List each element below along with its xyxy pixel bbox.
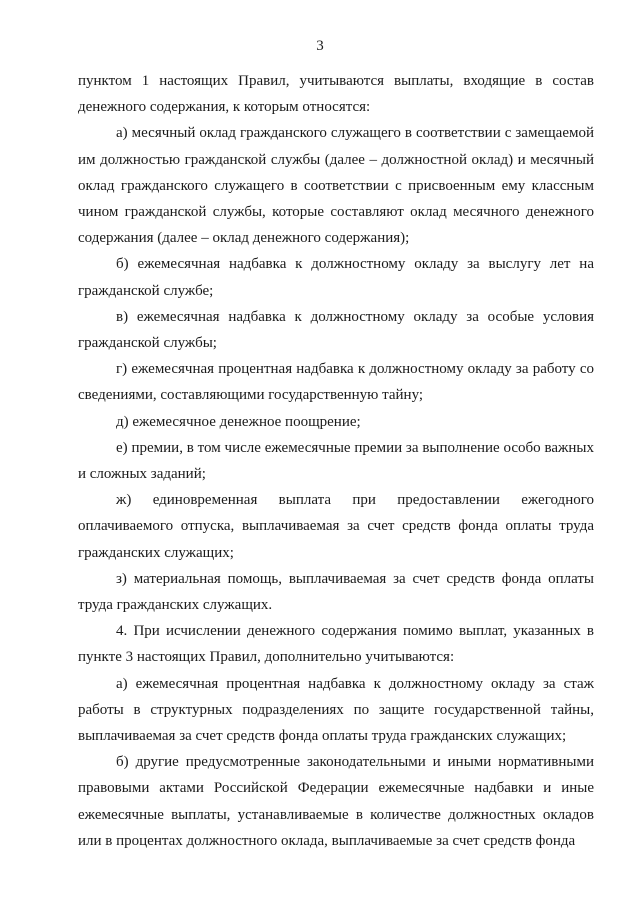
- paragraph: а) ежемесячная процентная надбавка к должностному окладу за стаж работы в структурных подразделениях по защите государственной тайны, выплачиваемая за счет средств фонда оплаты труда гражданских служащих;: [78, 675, 594, 745]
- paragraph: в) ежемесячная надбавка к должностному окладу за особые условия гражданской службы;: [78, 308, 594, 352]
- paragraph: б) другие предусмотренные законодательными и иными нормативными правовыми актами Российской Федерации ежемесячные надбавки и иные ежемесячные выплаты, устанавливаемые в количестве должностных окладов или в процентах должностного оклада, выплачиваемые за счет средств фонда: [78, 754, 594, 849]
- page-number: 3: [316, 38, 324, 54]
- paragraph: б) ежемесячная надбавка к должностному окладу за выслугу лет на гражданской службе;: [78, 256, 594, 299]
- paragraph: а) месячный оклад гражданского служащего в соответствии с замещаемой им должностью гражданской службы (далее – должностной оклад) и месячный оклад гражданского служащего в соответствии с присвоенным ему классным чином гражданской службы, которые составляют оклад месячного денежного содержания (далее – оклад денежного содержания);: [78, 125, 594, 247]
- document-body: [78, 68, 594, 854]
- paragraph: ж) единовременная выплата при предоставлении ежегодного оплачиваемого отпуска, выплачиваемая за счет средств фонда оплаты труда гражданских служащих;: [78, 492, 594, 561]
- paragraph: 4. При исчислении денежного содержания помимо выплат, указанных в пункте 3 настоящих Правил, дополнительно учитываются:: [78, 623, 594, 666]
- paragraph: г) ежемесячная процентная надбавка к должностному окладу за работу со сведениями, составляющими государственную тайну;: [78, 361, 594, 404]
- paragraph: е) премии, в том числе ежемесячные премии за выполнение особо важных и сложных заданий;: [78, 439, 594, 483]
- paragraph: пунктом 1 настоящих Правил, учитываются выплаты, входящие в состав денежного содержания, к которым относятся:: [78, 73, 594, 116]
- paragraph: д) ежемесячное денежное поощрение;: [116, 413, 361, 430]
- paragraph: з) материальная помощь, выплачиваемая за счет средств фонда оплаты труда гражданских служащих.: [78, 570, 594, 614]
